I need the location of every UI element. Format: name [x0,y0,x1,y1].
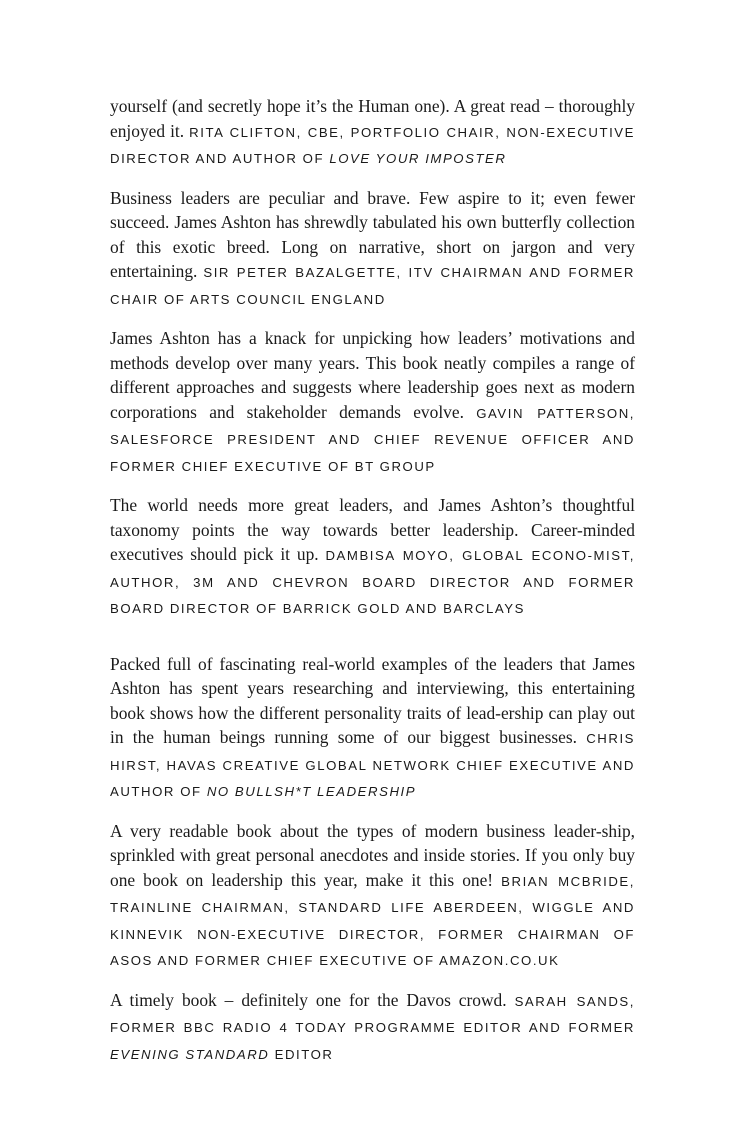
testimonial-4-text: The world needs more great leaders, and James Ashton’s thoughtful taxonomy points the way towards better leadership. Career-minded executives should pick it up. [110,495,635,564]
testimonial-3 [110,326,635,479]
testimonial-2 [110,186,635,313]
testimonial-6 [110,819,635,974]
testimonial-7-attribution-main: SARAH SANDS, FORMER BBC RADIO 4 TODAY PROGRAMME EDITOR AND FORMER [110,993,635,1035]
testimonial-3-text: James Ashton has a knack for unpicking how leaders’ motivations and methods develop over many years. This book neatly compiles a range of different approaches and suggests where leadership goes next as modern corporations and stakeholder demands evolve. [110,328,635,422]
testimonial-7-text: A timely book – definitely one for the Davos crowd. [110,989,507,1010]
testimonials-page [110,94,635,1081]
testimonial-1 [110,94,635,172]
testimonial-2-text: Business leaders are peculiar and brave. Few aspire to it; even fewer succeed. James Ashton has shrewdly tabulated his own butterfly collection of this exotic breed. Long on narrative, short on jargon and very entertaining. [110,187,635,281]
testimonial-7 [110,988,635,1068]
testimonial-1-attribution [110,125,635,167]
testimonial-1-attribution-main: RITA CLIFTON, CBE, PORTFOLIO CHAIR, NON-EXECUTIVE DIRECTOR AND AUTHOR OF [110,124,635,166]
testimonial-7-publication: EVENING STANDARD [110,1046,270,1062]
testimonial-1-text: yourself (and secretly hope it’s the Human one). A great read – thoroughly enjoyed it. [110,96,635,141]
testimonial-7-attribution-tail: EDITOR [274,1046,334,1062]
testimonial-1-book-title: LOVE YOUR IMPOSTER [329,151,507,166]
testimonial-4-attribution: DAMBISA MOYO, GLOBAL ECONO-MIST, AUTHOR, 3M AND CHEVRON BOARD DIRECTOR AND FORMER BOARD DIRECTOR OF BARRICK GOLD AND BARCLAYS [110,548,635,616]
testimonial-4 [110,493,635,622]
testimonial-3-attribution: GAVIN PATTERSON, SALESFORCE PRESIDENT AND CHIEF REVENUE OFFICER AND FORMER CHIEF EXECUTIVE OF BT GROUP [110,405,636,474]
testimonial-6-attribution: BRIAN MCBRIDE, TRAINLINE CHAIRMAN, STANDARD LIFE ABERDEEN, WIGGLE AND KINNEVIK NON-EXECUTIVE DIRECTOR, FORMER CHAIRMAN OF ASOS AND FORMER CHIEF EXECUTIVE OF AMAZON.CO.UK [110,873,635,968]
testimonial-5-book-title: NO BULLSH*T LEADERSHIP [206,784,417,799]
testimonial-6-text: A very readable book about the types of modern business leader-ship, sprinkled with great personal anecdotes and inside stories. If you only buy one book on leadership this year, make it this one! [110,820,635,890]
testimonial-5 [110,652,635,805]
testimonial-2-attribution: SIR PETER BAZALGETTE, ITV CHAIRMAN AND FORMER CHAIR OF ARTS COUNCIL ENGLAND [110,265,635,307]
testimonial-5-text: Packed full of fascinating real-world examples of the leaders that James Ashton has spent years researching and interviewing, this entertaining book shows how the different personality traits of lead-ership can play out in the human beings running some of our biggest businesses. [110,653,635,747]
testimonial-5-attribution-main: CHRIS HIRST, HAVAS CREATIVE GLOBAL NETWORK CHIEF EXECUTIVE AND AUTHOR OF [110,731,636,799]
